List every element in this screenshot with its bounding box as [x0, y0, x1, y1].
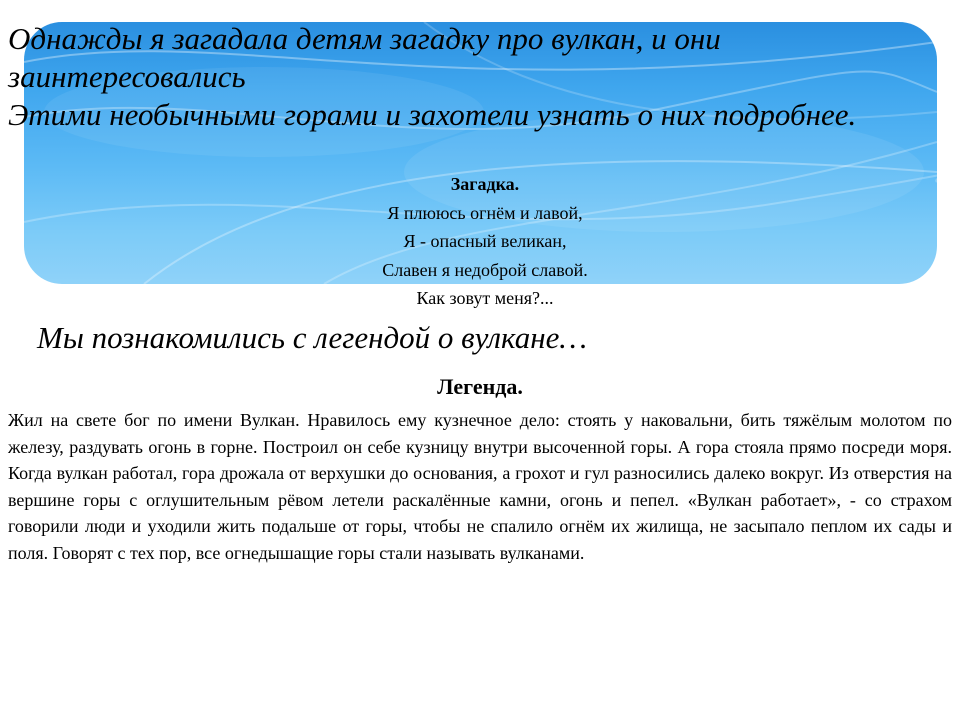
legend-intro-heading: Мы познакомились с легендой о вулкане…	[37, 320, 587, 355]
riddle-block	[290, 170, 680, 313]
intro-line-1: Однажды я загадала детям загадку про вулкан, и они заинтересовались	[8, 21, 721, 94]
legend-title: Легенда.	[437, 374, 523, 399]
legend-text: Жил на свете бог по имени Вулкан. Нравилось ему кузнечное дело: стоять у наковальни, бить тяжёлым молотом по железу, раздувать огонь в горне. Построил он себе кузницу внутри высоченной горы. А гора стояла прямо посреди моря. Когда вулкан работал, гора дрожала от верхушки до основания, а грохот и гул разносились далеко вокруг. Из отверстия на вершине горы с оглушительным рёвом летели раскалённые камни, огонь и пепел. «Вулкан работает», - со страхом говорили люди и уходили жить подальше от горы, чтобы не спалило огнём их жилища, не засыпало пеплом их сады и поля. Говорят с тех пор, все огнедышащие горы стали называть вулканами.	[8, 410, 952, 563]
riddle-line: Славен я недоброй славой.	[382, 259, 588, 280]
riddle-title: Загадка.	[450, 174, 520, 194]
riddle-line: Как зовут меня?...	[416, 288, 554, 308]
intro-text	[8, 20, 943, 134]
riddle-line: Я - опасный великан,	[403, 231, 567, 251]
riddle-line: Я плююсь огнём и лавой,	[387, 202, 583, 223]
intro-line-2: Этими необычными горами и захотели узнать о них подробнее.	[8, 97, 857, 132]
